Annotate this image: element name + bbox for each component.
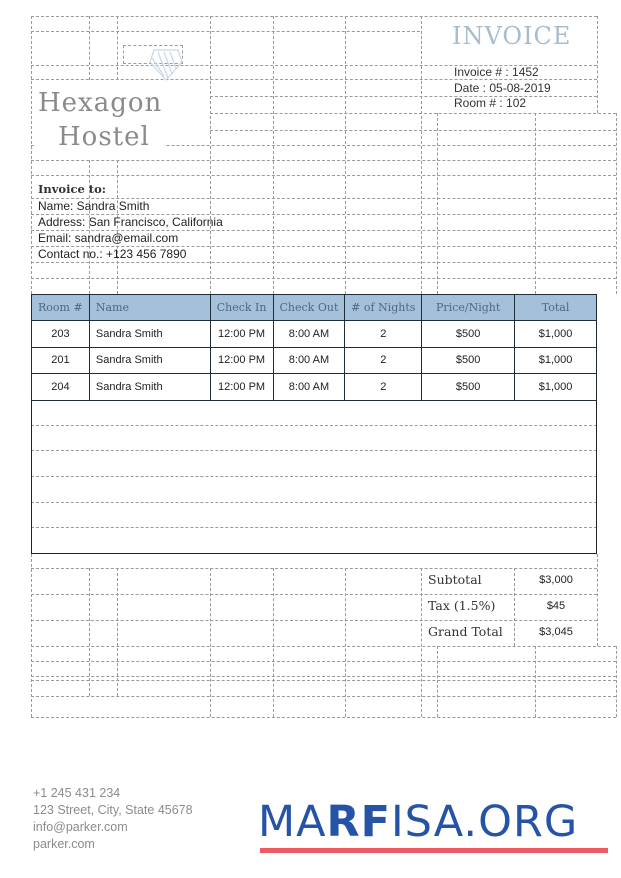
hexagon-logo-icon <box>148 44 184 82</box>
column-header: Price/Night <box>422 295 515 321</box>
room-cell: 201 <box>32 347 90 374</box>
grid-line <box>616 646 617 717</box>
hostel-name-line1: Hexagon <box>38 88 163 118</box>
subtotal-value: $3,000 <box>539 574 573 586</box>
grid-line <box>31 646 616 647</box>
column-header: Room # <box>32 295 90 321</box>
bill-to-address: Address: San Francisco, California <box>38 215 223 229</box>
name-cell: Sandra Smith <box>89 347 210 374</box>
grid-line <box>117 568 118 696</box>
nights-cell: 2 <box>345 374 422 401</box>
table-header-row <box>32 295 597 321</box>
room-cell: 203 <box>32 321 90 348</box>
watermark-underline <box>260 848 608 853</box>
grid-line <box>514 568 515 646</box>
grid-line <box>535 646 536 717</box>
grid-line <box>273 568 274 717</box>
grid-line <box>31 696 616 697</box>
check-out-cell: 8:00 AM <box>273 374 345 401</box>
column-header: Check Out <box>273 295 345 321</box>
check-out-cell: 8:00 AM <box>273 347 345 374</box>
check-in-cell: 12:00 PM <box>210 321 273 348</box>
grid-line <box>31 16 597 17</box>
table-row <box>32 347 597 374</box>
grid-line <box>31 568 597 569</box>
grid-line <box>210 16 211 294</box>
grid-line <box>597 554 598 646</box>
invoice-date: Date : 05-08-2019 <box>454 81 551 95</box>
grid-line <box>89 568 90 696</box>
grid-line <box>31 160 616 161</box>
check-in-cell: 12:00 PM <box>210 347 273 374</box>
price-cell: $500 <box>422 321 515 348</box>
nights-cell: 2 <box>345 321 422 348</box>
total-cell: $1,000 <box>515 321 597 348</box>
bill-to-email: Email: sandra@email.com <box>38 231 179 245</box>
invoice-room: Room # : 102 <box>454 96 527 110</box>
watermark-part2: RF <box>326 797 391 847</box>
grand-total-value: $3,045 <box>539 626 573 638</box>
invoice-heading: INVOICE <box>452 22 572 50</box>
grid-line <box>421 16 422 294</box>
watermark-part1: MA <box>258 797 327 847</box>
tax-label: Tax (1.5%) <box>428 598 496 613</box>
grid-line <box>210 113 616 114</box>
grid-line <box>31 262 616 263</box>
footer-phone: +1 245 431 234 <box>33 786 121 800</box>
total-cell: $1,000 <box>515 347 597 374</box>
invoice-number: Invoice # : 1452 <box>454 65 539 79</box>
footer-website: parker.com <box>33 837 95 851</box>
grid-line <box>31 717 616 718</box>
grid-line <box>345 568 346 717</box>
column-header: # of Nights <box>345 295 422 321</box>
grid-line <box>437 113 438 294</box>
hostel-name-line2: Hostel <box>58 122 150 152</box>
grid-line <box>597 16 598 113</box>
grand-total-label: Grand Total <box>428 624 503 639</box>
grid-line <box>616 113 617 294</box>
price-cell: $500 <box>422 374 515 401</box>
grid-line <box>31 620 597 621</box>
grid-line <box>210 130 616 131</box>
price-cell: $500 <box>422 347 515 374</box>
grid-line <box>31 16 32 294</box>
watermark-logo <box>258 796 578 848</box>
nights-cell: 2 <box>345 347 422 374</box>
grid-line <box>437 646 438 717</box>
total-cell: $1,000 <box>515 374 597 401</box>
grid-line <box>117 16 118 80</box>
footer-address: 123 Street, City, State 45678 <box>33 803 193 817</box>
grid-line <box>421 568 422 717</box>
table-row <box>32 321 597 348</box>
column-header: Total <box>515 295 597 321</box>
name-cell: Sandra Smith <box>89 321 210 348</box>
booking-table <box>31 294 597 401</box>
grid-line <box>31 661 616 662</box>
room-cell: 204 <box>32 374 90 401</box>
empty-rows-area <box>31 398 597 554</box>
hostel-name <box>36 86 164 154</box>
grid-line <box>273 16 274 294</box>
table-row <box>32 374 597 401</box>
grid-line <box>31 175 616 176</box>
bill-to-name: Name: Sandra Smith <box>38 199 150 213</box>
column-header: Check In <box>210 295 273 321</box>
grid-line <box>210 96 597 97</box>
grid-line <box>31 278 616 279</box>
column-header: Name <box>89 295 210 321</box>
grid-line <box>31 594 597 595</box>
check-out-cell: 8:00 AM <box>273 321 345 348</box>
grid-line <box>31 554 32 717</box>
tax-value: $45 <box>546 600 566 612</box>
grid-line <box>89 16 90 80</box>
grid-line <box>31 676 616 677</box>
name-cell: Sandra Smith <box>89 374 210 401</box>
grid-line <box>31 680 616 681</box>
grid-line <box>210 568 211 717</box>
invoice-to-label: Invoice to: <box>38 182 107 196</box>
bill-to-contact: Contact no.: +123 456 7890 <box>38 247 187 261</box>
check-in-cell: 12:00 PM <box>210 374 273 401</box>
grid-line <box>345 16 346 294</box>
footer-email: info@parker.com <box>33 820 128 834</box>
watermark-part3: ISA.ORG <box>391 797 579 847</box>
subtotal-label: Subtotal <box>428 572 482 587</box>
grid-line <box>535 113 536 294</box>
